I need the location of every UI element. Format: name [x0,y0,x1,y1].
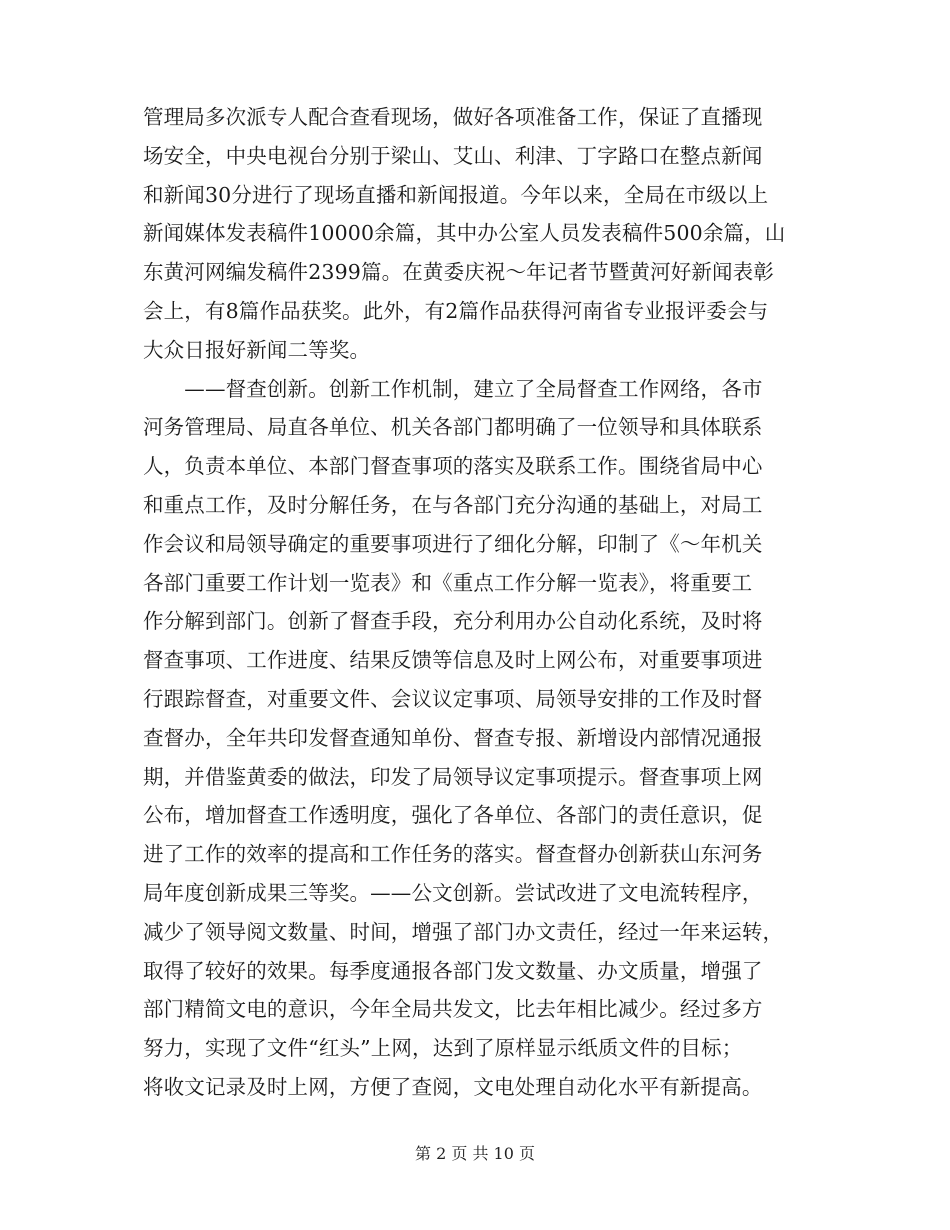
text-line: 督查事项、工作进度、结果反馈等信息及时上网公布，对重要事项进 [143,648,763,673]
text-line: 和重点工作，及时分解任务，在与各部门充分沟通的基础上，对局工 [143,492,763,517]
text-line: 人，负责本单位、本部门督查事项的落实及联系工作。围绕省局中心 [143,454,763,479]
text-line: 场安全，中央电视台分别于梁山、艾山、利津、丁字路口在整点新闻 [143,143,763,168]
text-line: 新闻媒体发表稿件10000余篇，其中办公室人员发表稿件500余篇，山 [143,221,786,246]
text-line: 作会议和局领导确定的重要事项进行了细化分解，印制了《～年机关 [143,531,763,556]
text-line: 进了工作的效率的提高和工作任务的落实。督查督办创新获山东河务 [143,842,763,867]
text-line: 各部门重要工作计划一览表》和《重点工作分解一览表》，将重要工 [143,570,753,595]
text-line: 部门精简文电的意识，今年全局共发文，比去年相比减少。经过多方 [143,997,763,1022]
text-line: 管理局多次派专人配合查看现场，做好各项准备工作，保证了直播现 [143,105,763,129]
text-line: 努力，实现了文件“红头”上网，达到了原样显示纸质文件的目标； [143,1036,743,1061]
text-line: 作分解到部门。创新了督查手段，充分利用办公自动化系统，及时将 [143,609,763,634]
text-line: 期，并借鉴黄委的做法，印发了局领导议定事项提示。督查事项上网 [143,764,763,789]
page-number-footer: 第 2 页 共 10 页 [415,1144,535,1163]
text-line: 河务管理局、局直各单位、机关各部门都明确了一位领导和具体联系 [143,415,763,440]
text-line: 和新闻30分进行了现场直播和新闻报道。今年以来，全局在市级以上 [143,182,769,207]
text-line: 查督办，全年共印发督查通知单份、督查专报、新增设内部情况通报 [143,725,763,750]
text-line: 东黄河网编发稿件2399篇。在黄委庆祝～年记者节暨黄河好新闻表彰 [143,260,774,285]
text-line: 取得了较好的效果。每季度通报各部门发文数量、办文质量，增强了 [143,958,763,983]
text-line: 大众日报好新闻二等奖。 [143,337,371,362]
text-line: 会上，有8篇作品获奖。此外，有2篇作品获得河南省专业报评委会与 [143,298,769,323]
text-line: 将收文记录及时上网，方便了查阅，文电处理自动化水平有新提高。 [143,1074,763,1099]
text-line: 减少了领导阅文数量、时间，增强了部门办文责任，经过一年来运转， [143,919,784,944]
text-line: 公布，增加督查工作透明度，强化了各单位、各部门的责任意识，促 [143,803,763,828]
text-line: 行跟踪督查，对重要文件、会议议定事项、局领导安排的工作及时督 [143,686,763,711]
body-text [143,98,813,1107]
text-line: ——督查创新。创新工作机制，建立了全局督查工作网络，各市 [143,376,763,401]
text-line: 局年度创新成果三等奖。——公文创新。尝试改进了文电流转程序， [143,880,763,905]
